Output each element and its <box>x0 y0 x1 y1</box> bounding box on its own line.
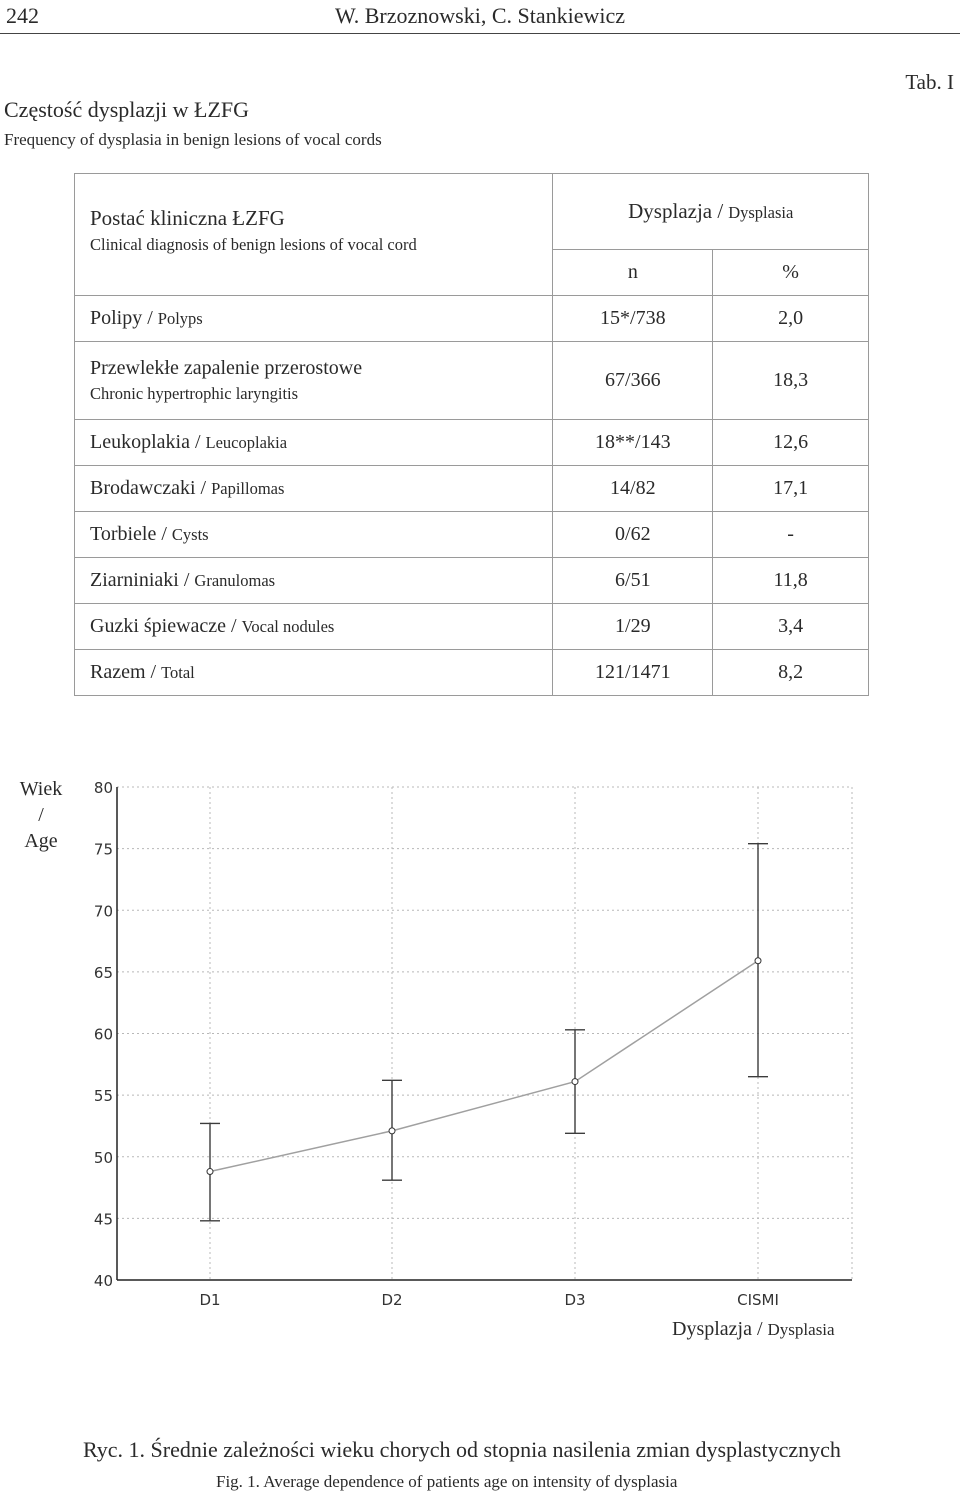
row-pct: - <box>713 512 869 558</box>
row-label-en: Leucoplakia <box>205 433 288 452</box>
row-n: 67/366 <box>553 342 713 420</box>
y-tick-label: 65 <box>93 963 113 982</box>
row-label-en: Papillomas <box>211 479 285 498</box>
y-tick-label: 60 <box>93 1025 113 1044</box>
row-label-pl: Leukoplakia / <box>90 431 201 453</box>
row-label-en: Chronic hypertrophic laryngitis <box>90 384 299 403</box>
row-pct: 12,6 <box>713 420 869 466</box>
x-axis-label <box>672 1318 835 1341</box>
diagnosis-header-en: Clinical diagnosis of benign lesions of vocal cord <box>90 235 417 254</box>
row-label <box>75 604 553 650</box>
table-row <box>75 296 869 342</box>
diagnosis-header <box>75 174 553 296</box>
row-label-en: Polyps <box>157 309 203 328</box>
row-pct: 3,4 <box>713 604 869 650</box>
dysplasia-header-en: Dysplasia <box>728 203 794 222</box>
row-label <box>75 558 553 604</box>
dysplasia-header <box>553 174 869 250</box>
row-label <box>75 466 553 512</box>
table-row <box>75 466 869 512</box>
y-axis-label-line-1: Wiek <box>19 778 63 800</box>
row-label-pl: Razem / <box>90 661 157 683</box>
age-dysplasia-chart <box>0 740 960 1340</box>
page-number: 242 <box>6 3 39 28</box>
data-point <box>572 1079 578 1085</box>
row-pct: 2,0 <box>713 296 869 342</box>
row-n: 18**/143 <box>553 420 713 466</box>
y-tick-label: 40 <box>93 1272 113 1290</box>
table-row-total <box>75 650 869 696</box>
dysplasia-table <box>74 173 869 696</box>
row-pct: 8,2 <box>713 650 869 696</box>
x-axis-label-en: Dysplasia <box>767 1320 835 1339</box>
row-label-pl: Ziarniniaki / <box>90 569 190 591</box>
data-point <box>389 1128 395 1134</box>
table-header-row <box>75 174 869 250</box>
y-tick-label: 55 <box>93 1087 113 1106</box>
y-tick-label: 80 <box>93 779 113 797</box>
x-tick-label: CISMI <box>737 1291 779 1309</box>
row-label <box>75 342 553 420</box>
table-title-en: Frequency of dysplasia in benign lesions of vocal cords <box>4 130 382 149</box>
figure-caption-en: Fig. 1. Average dependence of patients age on intensity of dysplasia <box>216 1472 678 1491</box>
row-n: 6/51 <box>553 558 713 604</box>
y-tick-label: 75 <box>93 840 113 859</box>
data-point <box>755 958 761 964</box>
pct-header: % <box>713 250 869 296</box>
diagnosis-header-pl: Postać kliniczna ŁZFG <box>90 206 285 230</box>
row-label-en: Granulomas <box>194 571 276 590</box>
x-tick-label: D1 <box>199 1291 221 1309</box>
table-row <box>75 342 869 420</box>
row-label-en: Vocal nodules <box>241 617 335 636</box>
row-label-pl: Brodawczaki / <box>90 477 207 499</box>
dysplasia-header-pl: Dysplazja / <box>628 199 724 223</box>
row-n: 1/29 <box>553 604 713 650</box>
x-tick-label: D3 <box>564 1291 586 1309</box>
x-axis-label-pl: Dysplazja / <box>672 1318 763 1340</box>
x-tick-label: D2 <box>381 1291 403 1309</box>
series-line <box>210 961 758 1172</box>
row-label-en: Total <box>161 663 195 682</box>
header-rule <box>0 33 960 34</box>
y-tick-label: 70 <box>93 902 113 921</box>
row-label <box>75 420 553 466</box>
row-label-en: Cysts <box>171 525 209 544</box>
row-label <box>75 650 553 696</box>
row-label-pl: Torbiele / <box>90 523 167 545</box>
y-axis-label-line-3: Age <box>24 830 58 852</box>
n-header: n <box>553 250 713 296</box>
running-title: W. Brzoznowski, C. Stankiewicz <box>334 3 626 28</box>
row-pct: 11,8 <box>713 558 869 604</box>
table-row <box>75 420 869 466</box>
row-n: 0/62 <box>553 512 713 558</box>
row-pct: 18,3 <box>713 342 869 420</box>
row-label-pl: Polipy / <box>90 307 153 329</box>
y-tick-label: 50 <box>93 1148 113 1167</box>
row-pct: 17,1 <box>713 466 869 512</box>
row-n: 15*/738 <box>553 296 713 342</box>
y-axis-label-line-2: / <box>38 804 44 826</box>
y-tick-label: 45 <box>93 1210 113 1229</box>
table-row <box>75 512 869 558</box>
row-label-pl: Guzki śpiewacze / <box>90 615 237 637</box>
row-label-pl: Przewlekłe zapalenie przerostowe <box>90 357 363 379</box>
row-label <box>75 296 553 342</box>
figure-caption-pl: Ryc. 1. Średnie zależności wieku chorych od stopnia nasilenia zmian dysplastycznych <box>83 1437 841 1462</box>
table-title-pl: Częstość dysplazji w ŁZFG <box>4 97 250 122</box>
table-id: Tab. I <box>905 70 954 94</box>
row-label <box>75 512 553 558</box>
table-row <box>75 558 869 604</box>
table-row <box>75 604 869 650</box>
data-point <box>207 1169 213 1175</box>
row-n: 14/82 <box>553 466 713 512</box>
row-n: 121/1471 <box>553 650 713 696</box>
